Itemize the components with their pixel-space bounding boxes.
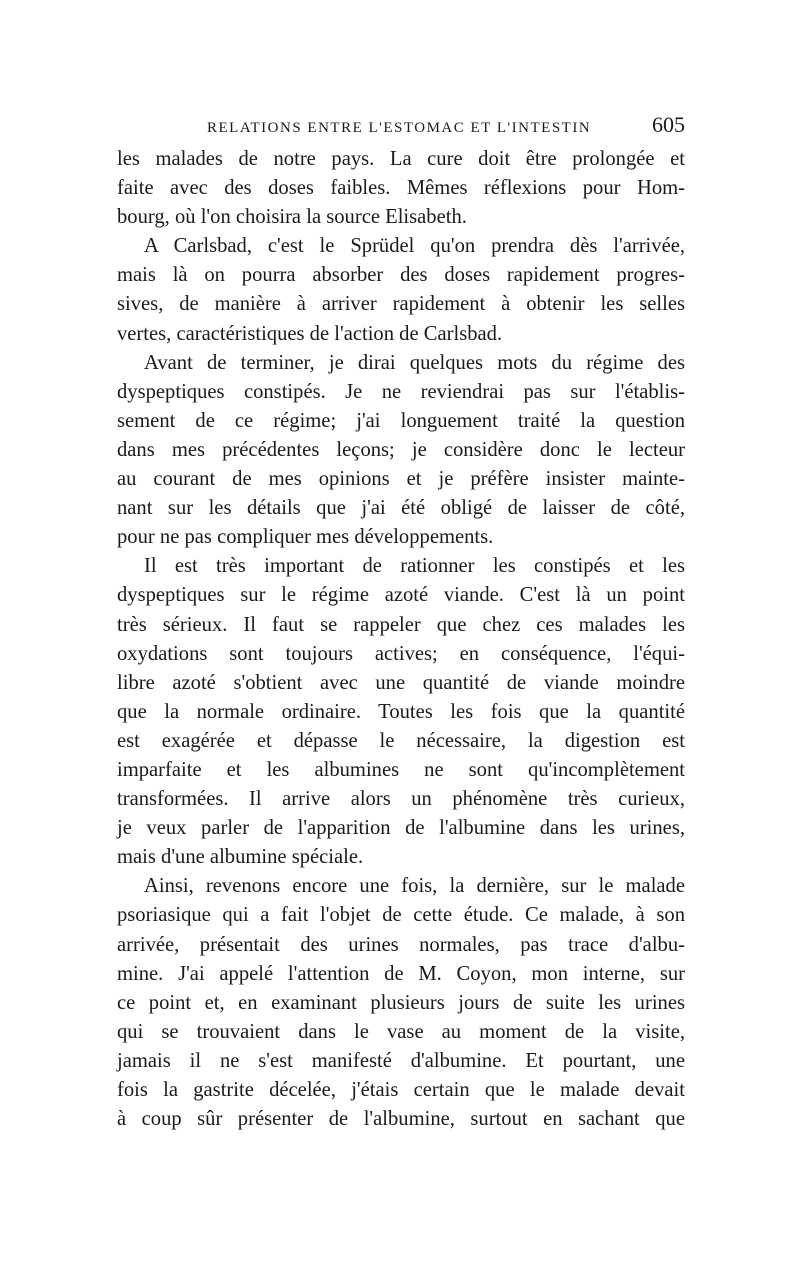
text-line: oxydations sont toujours actives; en conséquence, l'équi-: [117, 642, 685, 665]
body-text: [117, 145, 685, 1134]
text-line: les malades de notre pays. La cure doit être prolongée et: [117, 148, 685, 170]
text-line: vertes, caractéristiques de l'action de Carlsbad.: [117, 322, 503, 345]
text-line: dyspeptiques sur le régime azoté viande. C'est là un point: [117, 584, 685, 607]
text-line: ce point et, en examinant plusieurs jours de suite les urines: [117, 991, 685, 1014]
text-line: imparfaite et les albumines ne sont qu'incomplètement: [117, 758, 685, 781]
text-line: mais d'une albumine spéciale.: [117, 846, 364, 869]
text-line: qui se trouvaient dans le vase au moment de la visite,: [117, 1020, 685, 1043]
page-header: [117, 112, 685, 142]
text-line: mine. J'ai appelé l'attention de M. Coyon, mon interne, sur: [117, 962, 685, 985]
text-line: transformées. Il arrive alors un phénomène très curieux,: [117, 788, 685, 811]
page-number: 605: [652, 112, 685, 137]
text-line: libre azoté s'obtient avec une quantité de viande moindre: [117, 671, 685, 694]
text-line: A Carlsbad, c'est le Sprüdel qu'on prendra dès l'arrivée,: [144, 235, 685, 258]
text-line: sement de ce régime; j'ai longuement traité la question: [117, 409, 685, 432]
text-line: est exagérée et dépasse le nécessaire, la digestion est: [117, 729, 685, 752]
text-line: arrivée, présentait des urines normales, pas trace d'albu-: [117, 933, 685, 956]
text-line: fois la gastrite décelée, j'étais certain que le malade devait: [117, 1079, 685, 1101]
text-line: Avant de terminer, je dirai quelques mots du régime des: [144, 351, 685, 374]
text-line: sives, de manière à arriver rapidement à obtenir les selles: [117, 293, 685, 316]
text-line: pour ne pas compliquer mes développements.: [117, 526, 494, 549]
text-line: Il est très important de rationner les constipés et les: [144, 555, 685, 578]
text-line: bourg, où l'on choisira la source Elisabeth.: [117, 206, 467, 229]
text-line: nant sur les détails que j'ai été obligé de laisser de côté,: [117, 497, 685, 520]
running-title: RELATIONS ENTRE L'ESTOMAC ET L'INTESTIN: [207, 120, 592, 136]
text-line: jamais il ne s'est manifesté d'albumine. Et pourtant, une: [117, 1049, 685, 1072]
text-line: très sérieux. Il faut se rappeler que chez ces malades les: [117, 613, 685, 636]
text-line: dans mes précédentes leçons; je considère donc le lecteur: [117, 438, 685, 461]
text-line: faite avec des doses faibles. Mêmes réflexions pour Hom-: [117, 177, 685, 200]
text-line: dyspeptiques constipés. Je ne reviendrai pas sur l'établis-: [117, 380, 685, 403]
text-line: je veux parler de l'apparition de l'albumine dans les urines,: [117, 817, 685, 840]
text-line: au courant de mes opinions et je préfère insister mainte-: [117, 468, 685, 491]
text-line: que la normale ordinaire. Toutes les fois que la quantité: [117, 700, 685, 723]
text-line: Ainsi, revenons encore une fois, la dernière, sur le malade: [144, 875, 685, 898]
text-line: mais là on pourra absorber des doses rapidement progres-: [117, 264, 685, 287]
text-line: psoriasique qui a fait l'objet de cette étude. Ce malade, à son: [117, 904, 685, 927]
text-line: à coup sûr présenter de l'albumine, surtout en sachant que: [117, 1108, 685, 1131]
